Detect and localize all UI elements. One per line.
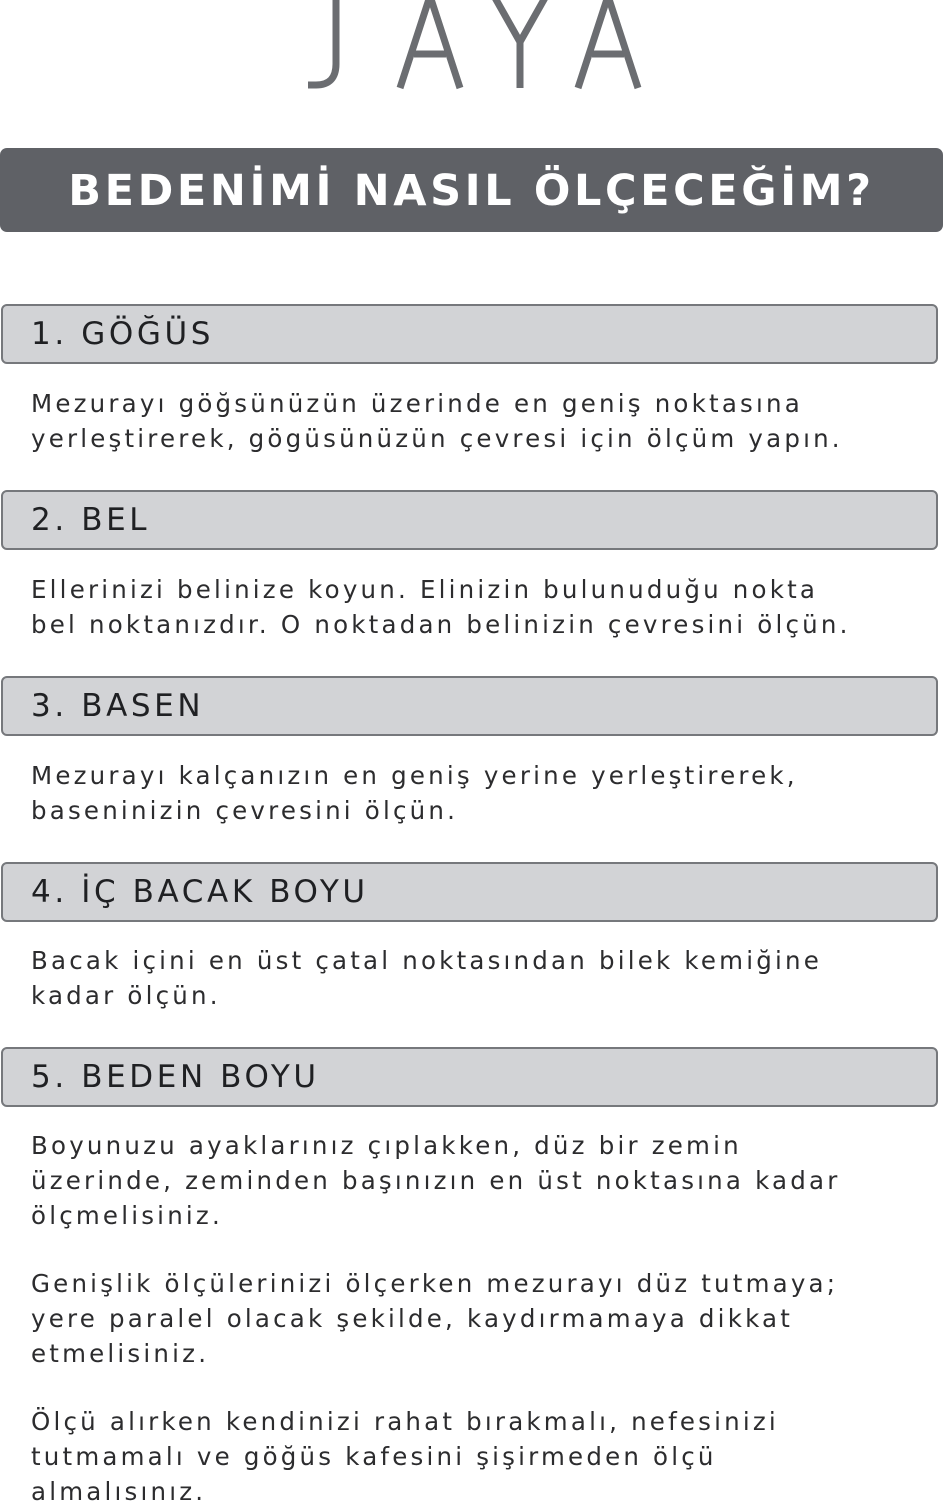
section-header-beden-boyu bbox=[1, 1047, 938, 1107]
section-heading: 1. GÖĞÜS bbox=[31, 316, 215, 352]
section-text-gogus: Mezurayı göğsünüzün üzerinde en geniş noktasına yerleştirerek, gögüsünüzün çevresi için ölçüm yapın. bbox=[31, 389, 843, 453]
section-heading: 4. İÇ BACAK BOYU bbox=[31, 874, 369, 910]
section-header-bel bbox=[1, 490, 938, 550]
section-text-bel: Ellerinizi belinize koyun. Elinizin bulunuduğu nokta bel noktanızdır. O noktadan belinizin çevresini ölçün. bbox=[31, 575, 851, 639]
jaya-logo-mark bbox=[302, 0, 642, 94]
brand-logo bbox=[0, 0, 943, 98]
note-paragraph: Genişlik ölçülerinizi ölçerken mezurayı düz tutmaya; yere paralel olacak şekilde, kaydırmamaya dikkat etmelisiniz. bbox=[31, 1269, 839, 1368]
section-heading: 2. BEL bbox=[31, 502, 151, 538]
page-title: BEDENİMİ NASIL ÖLÇECEĞİM? bbox=[68, 166, 875, 216]
section-heading: 5. BEDEN BOYU bbox=[31, 1059, 320, 1095]
section-header-ic-bacak-boyu bbox=[1, 862, 938, 922]
section-heading: 3. BASEN bbox=[31, 688, 205, 724]
section-text-beden-boyu: Boyunuzu ayaklarınız çıplakken, düz bir zemin üzerinde, zeminden başınızın en üst noktasına kadar ölçmelisiniz. bbox=[31, 1131, 841, 1230]
section-text-basen: Mezurayı kalçanızın en geniş yerine yerleştirerek, baseninizin çevresini ölçün. bbox=[31, 761, 798, 825]
note-paragraph: Ölçü alırken kendinizi rahat bırakmalı, nefesinizi tutmamalı ve göğüs kafesini şişirmeden ölçü almalısınız. bbox=[31, 1407, 779, 1506]
section-header-gogus bbox=[1, 304, 938, 364]
title-banner bbox=[0, 148, 943, 232]
section-header-basen bbox=[1, 676, 938, 736]
section-text-ic-bacak-boyu: Bacak içini en üst çatal noktasından bilek kemiğine kadar ölçün. bbox=[31, 946, 823, 1010]
